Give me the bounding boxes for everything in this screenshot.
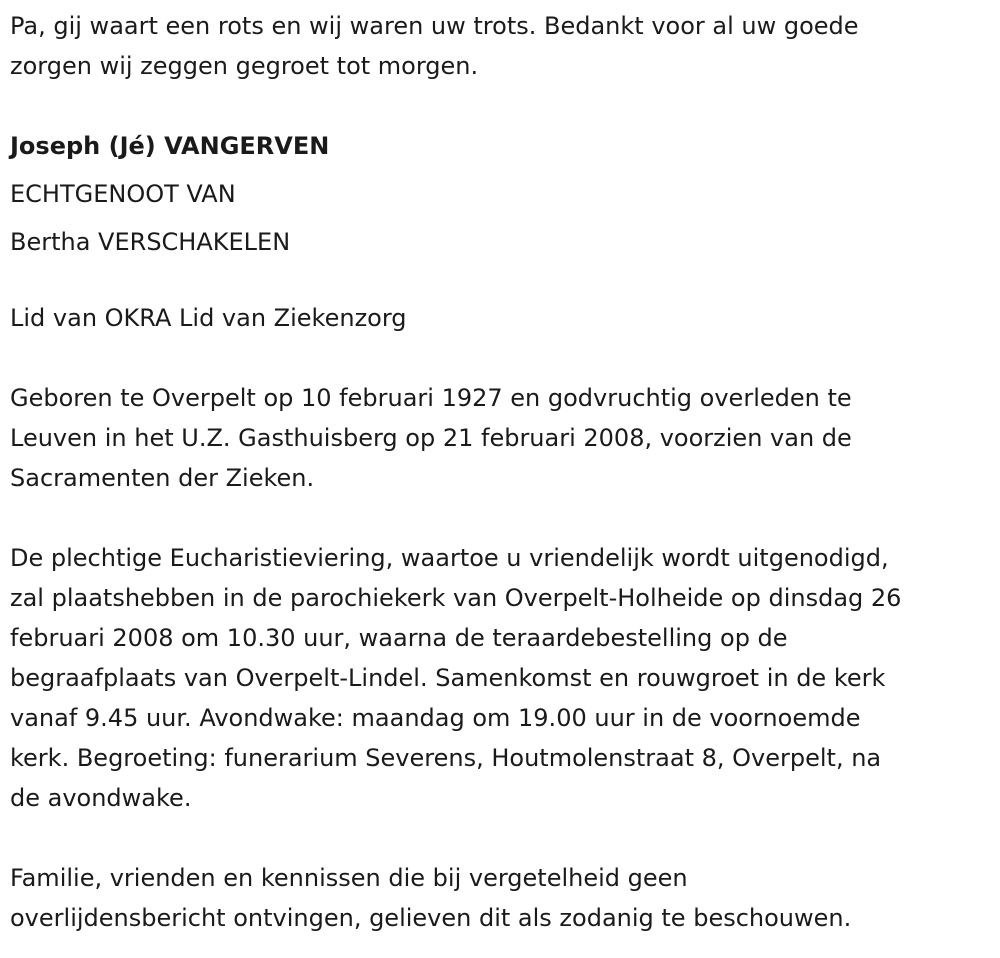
ceremony-line: zal plaatshebben in de parochiekerk van Overpelt-Holheide op dinsdag 26 [10, 584, 902, 612]
closing-line: overlijdensbericht ontvingen, gelieven dit als zodanig te beschouwen. [10, 904, 852, 932]
ceremony-line: vanaf 9.45 uur. Avondwake: maandag om 19.00 uur in de voornoemde [10, 704, 861, 732]
birth-death-line: Geboren te Overpelt op 10 februari 1927 en godvruchtig overleden te [10, 384, 852, 412]
spouse-name: Bertha VERSCHAKELEN [10, 228, 291, 256]
ceremony-line: februari 2008 om 10.30 uur, waarna de teraardebestelling op de [10, 624, 788, 652]
ceremony-line: begraafplaats van Overpelt-Lindel. Samenkomst en rouwgroet in de kerk [10, 664, 886, 692]
birth-death-line: Sacramenten der Zieken. [10, 464, 315, 492]
verse-paragraph [10, 6, 1000, 86]
closing-paragraph [10, 858, 1000, 938]
verse-line: zorgen wij zeggen gegroet tot morgen. [10, 52, 479, 80]
deceased-name: Joseph (Jé) VANGERVEN [10, 132, 330, 160]
ceremony-paragraph [10, 538, 1000, 818]
ceremony-line: De plechtige Eucharistieviering, waartoe u vriendelijk wordt uitgenodigd, [10, 544, 889, 572]
closing-line: Familie, vrienden en kennissen die bij vergetelheid geen [10, 864, 688, 892]
ceremony-line: kerk. Begroeting: funerarium Severens, Houtmolenstraat 8, Overpelt, na [10, 744, 882, 772]
memberships-paragraph [10, 298, 1000, 338]
relation-label: ECHTGENOOT VAN [10, 180, 236, 208]
deceased-block [10, 122, 1000, 266]
birth-death-paragraph [10, 378, 1000, 498]
ceremony-line: de avondwake. [10, 784, 192, 812]
birth-death-line: Leuven in het U.Z. Gasthuisberg op 21 februari 2008, voorzien van de [10, 424, 852, 452]
membership-line: Lid van OKRA Lid van Ziekenzorg [10, 304, 407, 332]
verse-line: Pa, gij waart een rots en wij waren uw trots. Bedankt voor al uw goede [10, 12, 859, 40]
